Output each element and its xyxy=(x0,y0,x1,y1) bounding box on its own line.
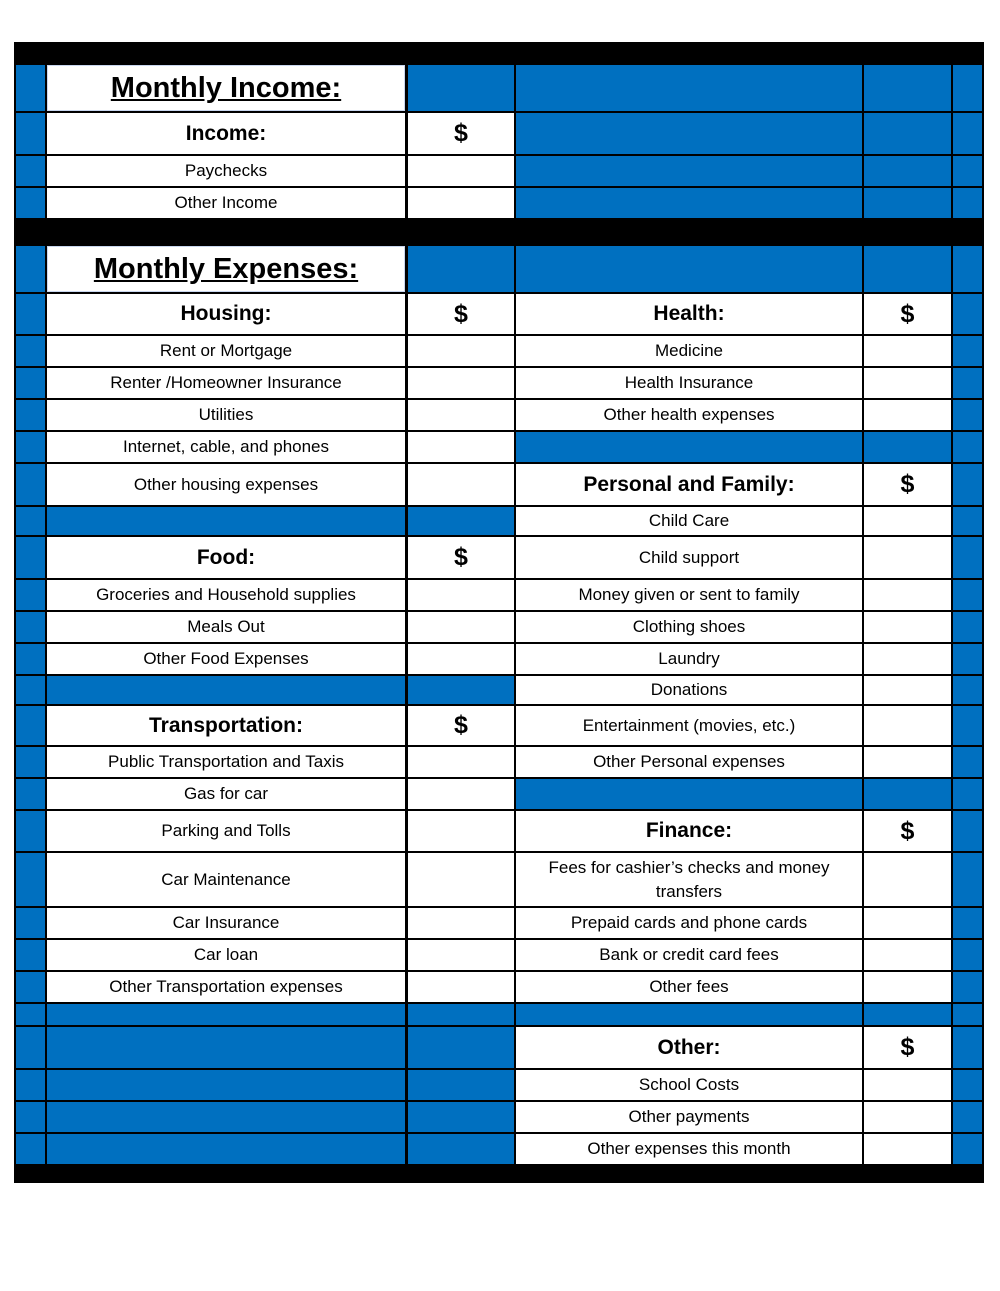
section-header: Other: xyxy=(516,1027,862,1068)
margin-strip-right xyxy=(953,65,982,111)
expense-item-label: Utilities xyxy=(47,400,405,430)
margin-strip-right xyxy=(953,1102,982,1132)
margin-strip-left xyxy=(16,507,45,535)
spacer xyxy=(408,676,514,704)
spacer xyxy=(408,1027,514,1068)
amount-field[interactable] xyxy=(864,1070,951,1100)
expense-row xyxy=(14,464,984,505)
margin-strip-right xyxy=(953,537,982,578)
amount-field[interactable] xyxy=(408,156,514,186)
expense-item-label: School Costs xyxy=(516,1070,862,1100)
margin-strip-right xyxy=(953,1134,982,1164)
expense-item-label: Internet, cable, and phones xyxy=(47,432,405,462)
amount-field[interactable] xyxy=(864,580,951,610)
margin-strip-left xyxy=(16,747,45,777)
amount-field[interactable] xyxy=(408,940,514,970)
amount-field[interactable] xyxy=(864,644,951,674)
currency-symbol: $ xyxy=(864,294,951,334)
margin-strip-right xyxy=(953,908,982,938)
spacer xyxy=(408,1134,514,1164)
expense-row xyxy=(14,940,984,970)
expense-row xyxy=(14,507,984,535)
spacer xyxy=(408,1070,514,1100)
expense-row xyxy=(14,853,984,906)
amount-field[interactable] xyxy=(864,537,951,578)
currency-symbol: $ xyxy=(864,464,951,505)
income-item-label: Other Income xyxy=(47,188,405,218)
margin-strip-left xyxy=(16,644,45,674)
margin-strip-right xyxy=(953,1004,982,1025)
margin-strip-left xyxy=(16,336,45,366)
margin-strip-right xyxy=(953,580,982,610)
spacer xyxy=(47,1102,405,1132)
expense-row xyxy=(14,1070,984,1100)
margin-strip-right xyxy=(953,156,982,186)
margin-strip-right xyxy=(953,779,982,809)
section-header: Finance: xyxy=(516,811,862,851)
margin-strip-right xyxy=(953,940,982,970)
spacer xyxy=(47,1134,405,1164)
margin-strip-left xyxy=(16,706,45,745)
amount-field[interactable] xyxy=(864,972,951,1002)
spacer xyxy=(516,113,862,154)
section-header: Transportation: xyxy=(47,706,405,745)
margin-strip-left xyxy=(16,853,45,906)
margin-strip-right xyxy=(953,676,982,704)
expense-item-label: Public Transportation and Taxis xyxy=(47,747,405,777)
expense-row xyxy=(14,368,984,398)
amount-field[interactable] xyxy=(408,464,514,505)
amount-field[interactable] xyxy=(864,940,951,970)
expense-item-label: Car Maintenance xyxy=(47,853,405,906)
amount-field[interactable] xyxy=(408,368,514,398)
spacer xyxy=(47,1027,405,1068)
margin-strip-left xyxy=(16,188,45,218)
expense-item-label: Other payments xyxy=(516,1102,862,1132)
expense-item-label: Bank or credit card fees xyxy=(516,940,862,970)
amount-field[interactable] xyxy=(408,853,514,906)
expense-item-label: Meals Out xyxy=(47,612,405,642)
expense-item-label: Other Food Expenses xyxy=(47,644,405,674)
margin-strip-left xyxy=(16,156,45,186)
income-item-row xyxy=(14,156,984,186)
amount-field[interactable] xyxy=(864,612,951,642)
expense-item-label: Other fees xyxy=(516,972,862,1002)
spacer xyxy=(864,156,951,186)
currency-symbol: $ xyxy=(864,1027,951,1068)
margin-strip-left xyxy=(16,1004,45,1025)
spacer xyxy=(408,507,514,535)
spacer xyxy=(47,1070,405,1100)
spacer xyxy=(516,65,862,111)
margin-strip-left xyxy=(16,113,45,154)
expense-row xyxy=(14,644,984,674)
amount-field[interactable] xyxy=(408,400,514,430)
expense-row xyxy=(14,537,984,578)
expense-item-label: Prepaid cards and phone cards xyxy=(516,908,862,938)
margin-strip-right xyxy=(953,113,982,154)
expense-row xyxy=(14,972,984,1002)
margin-strip-right xyxy=(953,853,982,906)
spacer xyxy=(516,156,862,186)
expense-item-label: Child Care xyxy=(516,507,862,535)
amount-field[interactable] xyxy=(864,1134,951,1164)
margin-strip-right xyxy=(953,1070,982,1100)
spacer xyxy=(516,1004,862,1025)
spacer xyxy=(864,1004,951,1025)
margin-strip-left xyxy=(16,908,45,938)
margin-strip-left xyxy=(16,1070,45,1100)
margin-strip-left xyxy=(16,676,45,704)
margin-strip-right xyxy=(953,811,982,851)
margin-strip-left xyxy=(16,294,45,334)
margin-strip-left xyxy=(16,580,45,610)
currency-symbol: $ xyxy=(408,113,514,154)
margin-strip-left xyxy=(16,972,45,1002)
expenses-title-row xyxy=(14,246,984,292)
amount-field[interactable] xyxy=(408,908,514,938)
spacer xyxy=(516,188,862,218)
expense-row xyxy=(14,612,984,642)
expense-row xyxy=(14,779,984,809)
margin-strip-left xyxy=(16,368,45,398)
income-header-row xyxy=(14,113,984,154)
margin-strip-left xyxy=(16,65,45,111)
amount-field[interactable] xyxy=(408,432,514,462)
amount-field[interactable] xyxy=(864,706,951,745)
margin-strip-right xyxy=(953,464,982,505)
amount-field[interactable] xyxy=(408,747,514,777)
amount-field[interactable] xyxy=(408,779,514,809)
income-title-row xyxy=(14,65,984,111)
expense-item-label: Renter /Homeowner Insurance xyxy=(47,368,405,398)
margin-strip-right xyxy=(953,644,982,674)
margin-strip-right xyxy=(953,400,982,430)
margin-strip-left xyxy=(16,1027,45,1068)
spacer xyxy=(864,65,951,111)
expense-row xyxy=(14,676,984,704)
expense-row xyxy=(14,294,984,334)
expense-item-label: Medicine xyxy=(516,336,862,366)
spacer xyxy=(408,65,514,111)
expense-row xyxy=(14,908,984,938)
expense-item-label: Rent or Mortgage xyxy=(47,336,405,366)
margin-strip-right xyxy=(953,368,982,398)
expense-item-label: Car loan xyxy=(47,940,405,970)
margin-strip-left xyxy=(16,432,45,462)
currency-symbol: $ xyxy=(864,811,951,851)
expense-item-label: Entertainment (movies, etc.) xyxy=(516,706,862,745)
amount-field[interactable] xyxy=(408,580,514,610)
margin-strip-left xyxy=(16,400,45,430)
income-item-row xyxy=(14,188,984,218)
expense-item-label: Laundry xyxy=(516,644,862,674)
expense-item-label: Fees for cashier’s checks and money transfers xyxy=(516,853,862,906)
margin-strip-right xyxy=(953,747,982,777)
expense-item-label: Car Insurance xyxy=(47,908,405,938)
expense-item-label: Other Personal expenses xyxy=(516,747,862,777)
amount-field[interactable] xyxy=(408,336,514,366)
margin-strip-right xyxy=(953,612,982,642)
expense-item-label: Child support xyxy=(516,537,862,578)
income-item-label: Paychecks xyxy=(47,156,405,186)
spacer xyxy=(864,432,951,462)
margin-strip-right xyxy=(953,246,982,292)
margin-strip-right xyxy=(953,294,982,334)
expense-row xyxy=(14,400,984,430)
margin-strip-left xyxy=(16,811,45,851)
spacer xyxy=(47,507,405,535)
expense-item-label: Gas for car xyxy=(47,779,405,809)
amount-field[interactable] xyxy=(408,188,514,218)
expense-item-label: Parking and Tolls xyxy=(47,811,405,851)
margin-strip-left xyxy=(16,1102,45,1132)
spacer xyxy=(864,779,951,809)
currency-symbol: $ xyxy=(408,537,514,578)
section-header: Health: xyxy=(516,294,862,334)
section-header: Housing: xyxy=(47,294,405,334)
amount-field[interactable] xyxy=(864,676,951,704)
spacer xyxy=(47,676,405,704)
margin-strip-right xyxy=(953,336,982,366)
expense-item-label: Clothing shoes xyxy=(516,612,862,642)
margin-strip-right xyxy=(953,188,982,218)
spacer xyxy=(408,1102,514,1132)
expense-row xyxy=(14,1027,984,1068)
section-header: Personal and Family: xyxy=(516,464,862,505)
amount-field[interactable] xyxy=(864,507,951,535)
expense-item-label: Money given or sent to family xyxy=(516,580,862,610)
spacer xyxy=(47,1004,405,1025)
expense-row xyxy=(14,580,984,610)
amount-field[interactable] xyxy=(864,336,951,366)
expense-item-label: Other Transportation expenses xyxy=(47,972,405,1002)
expense-item-label: Donations xyxy=(516,676,862,704)
margin-strip-right xyxy=(953,972,982,1002)
spacer xyxy=(864,113,951,154)
amount-field[interactable] xyxy=(864,1102,951,1132)
margin-strip-right xyxy=(953,432,982,462)
amount-field[interactable] xyxy=(864,747,951,777)
amount-field[interactable] xyxy=(864,368,951,398)
spacer xyxy=(516,432,862,462)
expense-row xyxy=(14,336,984,366)
margin-strip-right xyxy=(953,706,982,745)
budget-worksheet xyxy=(14,42,984,1183)
expenses-title: Monthly Expenses: xyxy=(47,246,405,292)
amount-field[interactable] xyxy=(864,908,951,938)
spacer xyxy=(516,246,862,292)
expense-row xyxy=(14,432,984,462)
income-title: Monthly Income: xyxy=(47,65,405,111)
margin-strip-left xyxy=(16,537,45,578)
margin-strip-left xyxy=(16,246,45,292)
section-header: Food: xyxy=(47,537,405,578)
margin-strip-right xyxy=(953,507,982,535)
expense-row xyxy=(14,706,984,745)
spacer xyxy=(864,246,951,292)
section-header: Income: xyxy=(47,113,405,154)
margin-strip-left xyxy=(16,464,45,505)
expense-row xyxy=(14,811,984,851)
currency-symbol: $ xyxy=(408,294,514,334)
expense-row xyxy=(14,747,984,777)
spacer xyxy=(408,1004,514,1025)
expense-item-label: Other housing expenses xyxy=(47,464,405,505)
amount-field[interactable] xyxy=(864,400,951,430)
expense-item-label: Other health expenses xyxy=(516,400,862,430)
amount-field[interactable] xyxy=(408,644,514,674)
expense-row xyxy=(14,1004,984,1025)
margin-strip-left xyxy=(16,779,45,809)
spacer xyxy=(864,188,951,218)
expense-item-label: Other expenses this month xyxy=(516,1134,862,1164)
spacer xyxy=(408,246,514,292)
expense-row xyxy=(14,1102,984,1132)
expense-item-label: Health Insurance xyxy=(516,368,862,398)
amount-field[interactable] xyxy=(408,972,514,1002)
margin-strip-right xyxy=(953,1027,982,1068)
margin-strip-left xyxy=(16,1134,45,1164)
expense-row xyxy=(14,1134,984,1164)
margin-strip-left xyxy=(16,940,45,970)
currency-symbol: $ xyxy=(408,706,514,745)
margin-strip-left xyxy=(16,612,45,642)
spacer xyxy=(516,779,862,809)
expense-item-label: Groceries and Household supplies xyxy=(47,580,405,610)
amount-field[interactable] xyxy=(408,811,514,851)
amount-field[interactable] xyxy=(408,612,514,642)
amount-field[interactable] xyxy=(864,853,951,906)
